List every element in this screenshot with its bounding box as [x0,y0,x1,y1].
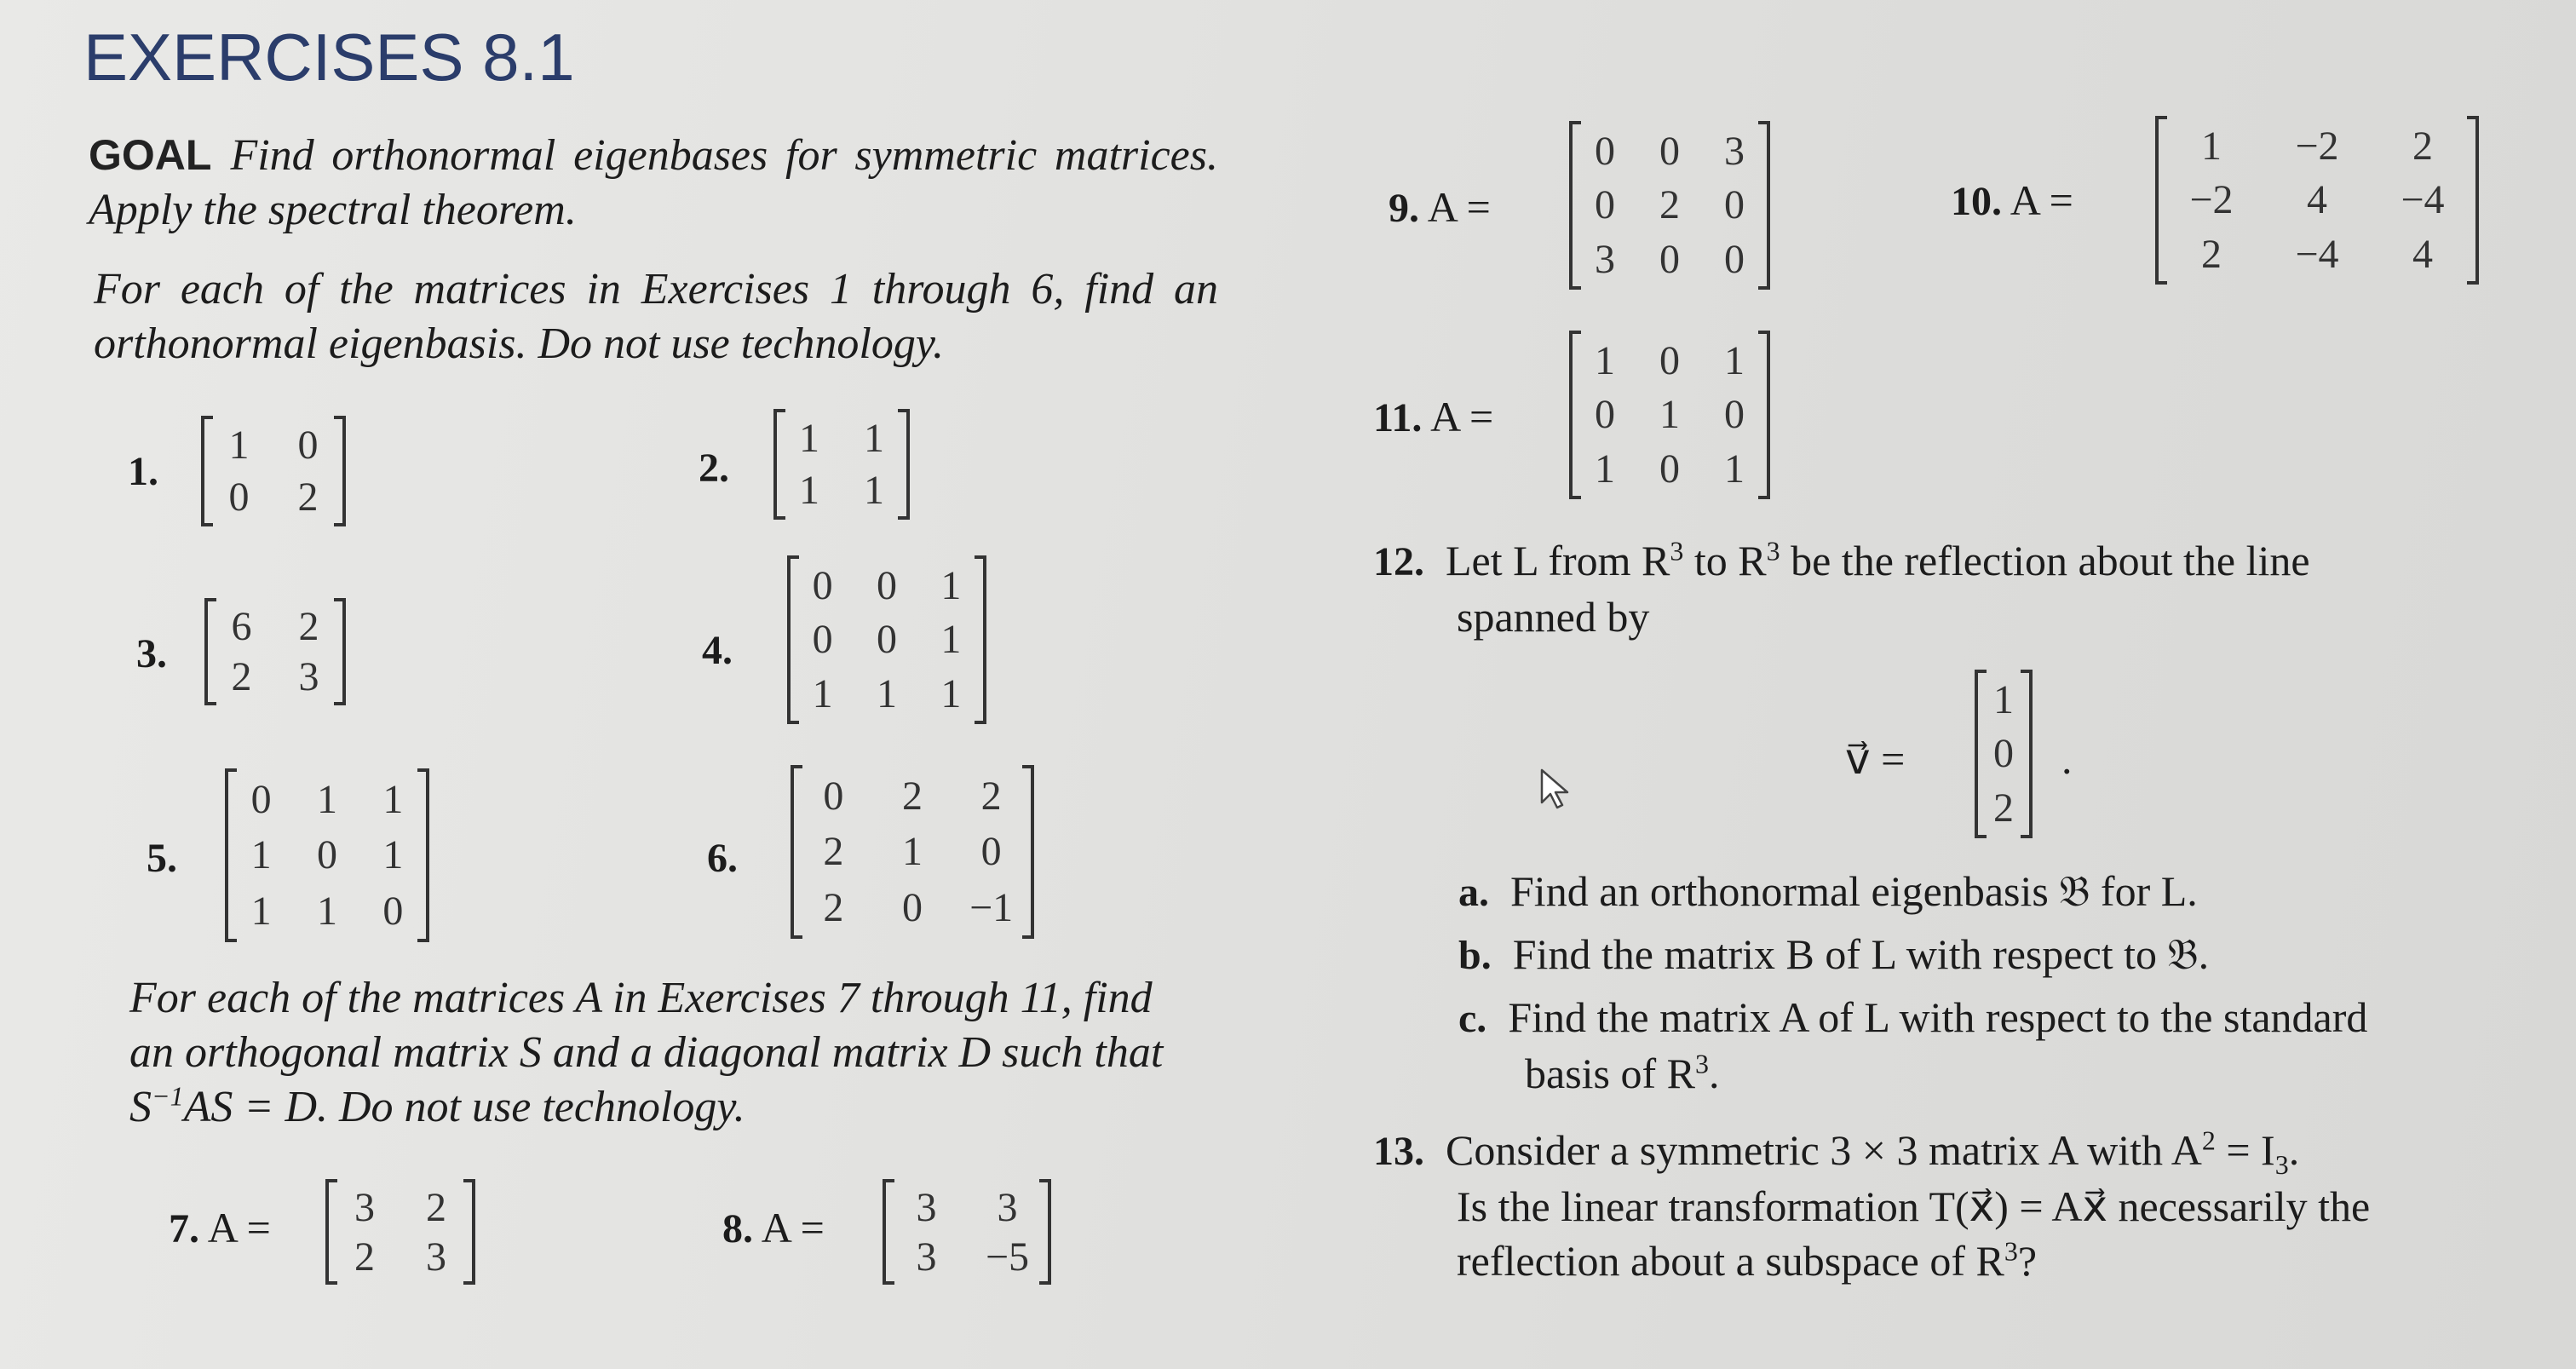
matrix-entry: 0 [1595,182,1615,228]
matrix-entry: 2 [297,475,319,520]
instruction-7-11 [129,971,1237,1135]
matrix-entry: 2 [2201,231,2222,277]
matrix-entry: 1 [864,468,884,513]
matrix-entry: 2 [426,1184,446,1230]
exercise-10-matrix [2155,119,2479,281]
exercise-13-line1: 13. Consider a symmetric 3 × 3 matrix A with $A^2 = I_3$. [1373,1125,2300,1180]
matrix-entry: 0 [297,423,319,468]
matrix-entry: 1 [382,777,404,823]
matrix-entry: 3 [1595,236,1615,282]
exercise-11-label: 11. A = [1373,393,1494,440]
matrix-entry: 2 [823,829,844,875]
exercise-9-matrix [1569,124,1770,286]
matrix-entry: 0 [382,888,404,934]
exercise-12-part-a: a. Find an orthonormal eigenbasis 𝔅 for L. [1458,867,2198,915]
matrix-entry: 0 [980,829,1002,875]
vector-entry: 0 [1993,731,2014,777]
exercise-12-vector-period: . [2061,735,2073,783]
exercise-12-line2: spanned by [1457,593,1650,641]
matrix-entry: 0 [1724,182,1745,228]
matrix-entry: 1 [1595,338,1615,384]
exercise-13-statement [1373,1123,2498,1288]
matrix-entry: 1 [1724,446,1745,492]
matrix-entry: 0 [1595,129,1615,175]
exercise-12-parts [1458,864,2498,1101]
matrix-entry: 2 [354,1234,375,1280]
matrix-entry: 0 [876,617,897,663]
exercise-13-line2: Is the linear transformation T(x⃗) = Ax⃗ necessarily the [1457,1182,2371,1230]
exercise-5-number: 5. [147,836,177,881]
matrix-entry: 1 [228,423,250,468]
matrix-entry: 3 [916,1184,937,1230]
matrix-entry: 1 [316,888,337,934]
exercise-6-matrix [791,768,1034,935]
matrix-entry: 0 [901,884,923,930]
exercise-12-part-c: c. Find the matrix A of L with respect to the standard [1458,993,2368,1041]
matrix-entry: 3 [426,1234,446,1280]
matrix-entry: 2 [2412,124,2433,170]
matrix-entry: 1 [2201,124,2222,170]
matrix-entry: 1 [812,670,833,716]
matrix-entry: 0 [1659,236,1680,282]
mouse-cursor-icon [1538,767,1576,811]
matrix-entry: 1 [1724,338,1745,384]
matrix-entry: 3 [916,1234,937,1280]
exercise-7-matrix [325,1182,475,1281]
exercise-12-line1: 12. Let L from $R^3$ to $R^3$ be the reflection about the line [1373,535,2310,584]
goal-paragraph [89,128,1218,238]
exercise-1-matrix [201,419,346,523]
instruction-7-11-line2: an orthogonal matrix S and a diagonal matrix D such that [129,1028,1164,1077]
matrix-entry: −4 [2295,231,2339,277]
matrix-entry: 2 [298,604,319,649]
matrix-entry: 1 [250,832,272,878]
matrix-entry: 1 [940,670,962,716]
matrix-entry: 3 [298,654,319,699]
matrix-entry: 0 [1659,338,1680,384]
exercise-7-label: 7. A = [169,1204,271,1251]
matrix-entry: −1 [969,884,1014,930]
matrix-entry: 2 [980,774,1002,820]
matrix-entry: 3 [997,1184,1018,1230]
exercise-6-number: 6. [707,836,738,881]
matrix-entry: 1 [876,670,897,716]
matrix-entry: 4 [2412,231,2433,277]
matrix-entry: 2 [1659,182,1680,228]
matrix-entry: −5 [985,1234,1030,1280]
vector-entry: 2 [1993,785,2014,831]
exercise-2-matrix [773,412,910,516]
matrix-entry: 1 [901,829,923,875]
exercise-11-matrix [1569,334,1770,496]
matrix-entry: 0 [823,774,844,820]
matrix-entry: 2 [901,774,923,820]
matrix-entry: 3 [354,1184,375,1230]
matrix-entry: 2 [823,884,844,930]
matrix-entry: 1 [250,888,272,934]
exercise-8-label: 8. A = [722,1204,825,1251]
exercise-1-number: 1. [128,449,158,494]
exercise-12-vector [1975,673,2033,835]
matrix-entry: 0 [250,777,272,823]
exercise-12-part-b: b. Find the matrix B of L with respect to 𝔅. [1458,930,2210,978]
instruction-7-11-line3: $S^{-1}AS = D$. Do not use technology. [129,1080,745,1131]
matrix-entry: −2 [2295,124,2339,170]
matrix-entry: 4 [2307,177,2327,223]
matrix-entry: 3 [1724,129,1745,175]
matrix-entry: 1 [799,468,819,513]
matrix-entry: 0 [876,563,897,609]
exercise-4-number: 4. [702,628,733,673]
goal-label: GOAL [89,131,212,179]
instruction-7-11-line1: For each of the matrices A in Exercises 7 through 11, find [129,974,1153,1022]
matrix-entry: 2 [231,654,252,699]
exercise-10-label: 10. A = [1951,176,2073,224]
matrix-entry: 0 [228,475,250,520]
exercise-12-statement [1373,533,2498,644]
matrix-entry: 1 [799,416,819,461]
exercise-12-part-c-line2: basis of $R^3$. [1525,1048,1720,1097]
vector-entry: 1 [1993,677,2014,723]
matrix-entry: 0 [812,563,833,609]
matrix-entry: 1 [1659,392,1680,438]
matrix-entry: 1 [382,832,404,878]
exercise-3-matrix [204,601,346,702]
matrix-entry: 1 [940,563,962,609]
exercise-8-matrix [883,1182,1051,1281]
instruction-1-6: For each of the matrices in Exercises 1 through 6, find an orthonormal eigenbasis. Do not use technology. [94,265,1218,368]
matrix-entry: 0 [316,832,337,878]
matrix-entry: 0 [1724,392,1745,438]
matrix-entry: 0 [1659,446,1680,492]
exercise-2-number: 2. [699,446,729,491]
matrix-entry: 1 [1595,446,1615,492]
matrix-entry: 1 [864,416,884,461]
exercise-9-label: 9. A = [1389,183,1491,231]
exercise-3-number: 3. [136,631,167,676]
exercise-5-matrix [225,772,429,939]
exercise-12-vector-label: v⃗ = [1845,735,1906,783]
exercise-13-line3: reflection about a subspace of $R^3$? [1457,1235,2038,1285]
exercise-4-matrix [787,559,986,721]
matrix-entry: 0 [1595,392,1615,438]
matrix-entry: 6 [231,604,252,649]
matrix-entry: 0 [1724,236,1745,282]
matrix-entry: 1 [940,617,962,663]
matrix-entry: −4 [2401,177,2445,223]
matrix-entry: 0 [812,617,833,663]
goal-text: Find orthonormal eigenbases for symmetric matrices. Apply the spectral theorem. [89,131,1218,234]
section-heading: EXERCISES 8.1 [83,20,575,95]
matrix-entry: 1 [316,777,337,823]
matrix-entry: 0 [1659,129,1680,175]
matrix-entry: −2 [2189,177,2234,223]
